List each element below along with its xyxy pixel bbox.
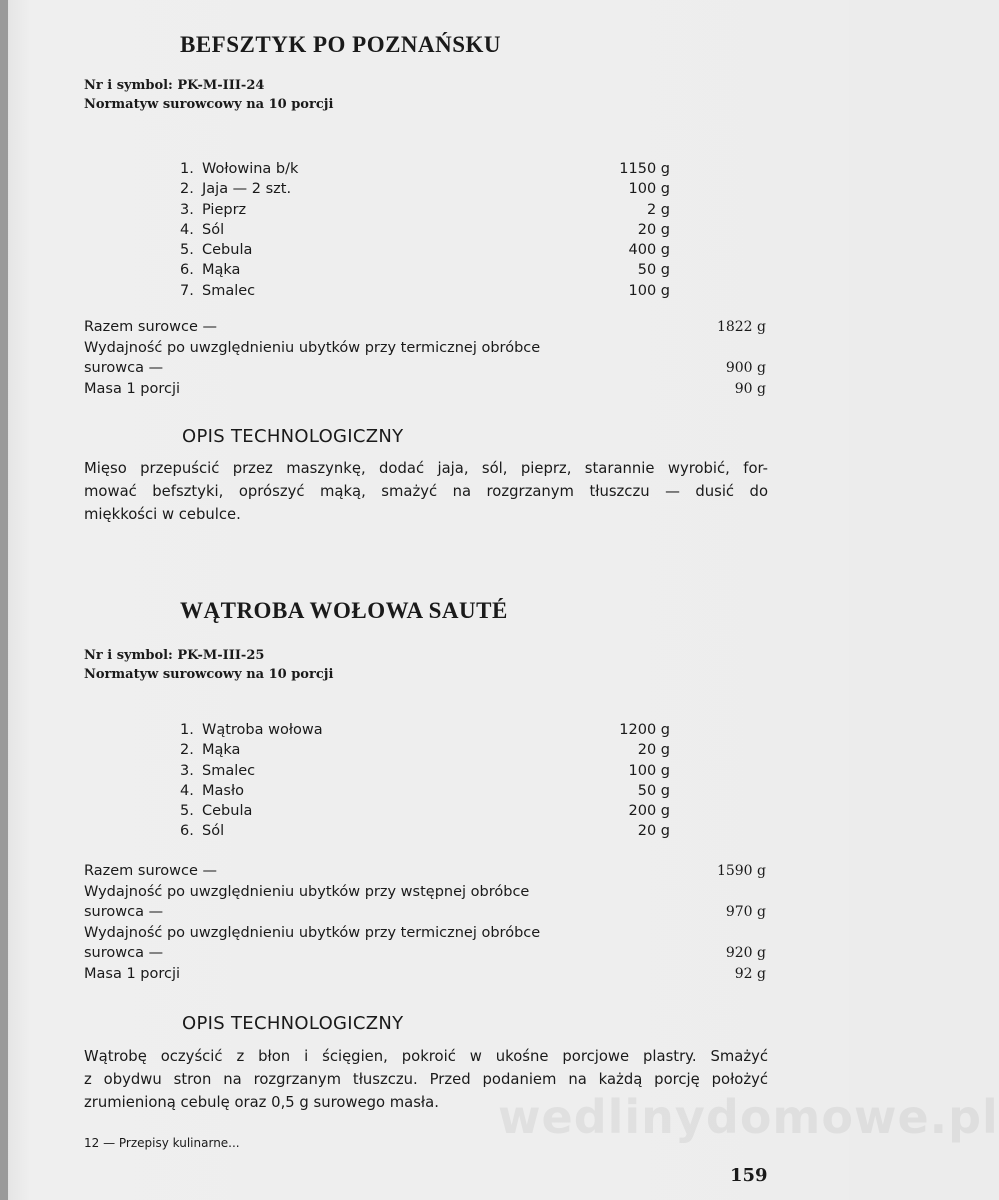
summary-value: 92 g (734, 965, 766, 982)
summary-value: 1822 g (716, 319, 766, 335)
footer-signature: 12 — Przepisy kulinarne... (84, 1136, 240, 1150)
ingredient-row (180, 179, 670, 199)
ingredient-name: Sól (202, 221, 225, 238)
summary-label: Razem surowce — (84, 863, 218, 879)
summary-row (84, 358, 766, 379)
summary-label: surowca — (84, 904, 164, 920)
recipe-1-meta (84, 76, 333, 114)
summary-value: 90 g (734, 380, 766, 397)
summary-label: Masa 1 porcji (84, 380, 181, 397)
summary-value: 920 g (725, 945, 766, 961)
ingredient-quantity: 200 g (628, 803, 670, 820)
ingredient-row (180, 761, 670, 781)
summary-value: 970 g (725, 904, 766, 920)
recipe-2-norm: Normatyw surowcowy na 10 porcji (84, 667, 334, 682)
page-binding-edge (0, 0, 8, 1200)
summary-row (84, 964, 766, 985)
ingredient-row (180, 821, 670, 841)
ingredient-number: 6. (180, 823, 194, 840)
summary-value: 900 g (725, 360, 766, 376)
summary-row (84, 338, 766, 359)
ingredient-row (180, 200, 670, 220)
ingredient-row (180, 720, 670, 740)
ingredient-name: Sól (202, 823, 225, 840)
recipe-1-ingredient-list (180, 159, 670, 301)
ingredient-name: Wołowina b/k (202, 161, 299, 177)
summary-row (84, 943, 766, 964)
summary-label: Wydajność po uwzględnieniu ubytków przy termicznej obróbce (84, 339, 541, 356)
ingredient-number: 6. (180, 262, 194, 279)
ingredient-number: 2. (180, 181, 194, 198)
ingredient-number: 1. (180, 722, 194, 738)
ingredient-name: Wątroba wołowa (202, 722, 323, 738)
recipe-1-title: BEFSZTYK PO POZNAŃSKU (180, 32, 502, 57)
recipe-1-summary (84, 317, 766, 399)
ingredient-quantity: 100 g (628, 762, 670, 779)
summary-label: Wydajność po uwzględnieniu ubytków przy termicznej obróbce (84, 924, 541, 941)
summary-row (84, 861, 766, 882)
ingredient-number: 4. (180, 782, 194, 799)
ingredient-number: 2. (180, 742, 194, 759)
ingredient-row (180, 281, 670, 301)
ingredient-quantity: 20 g (637, 221, 670, 238)
ingredient-name: Cebula (202, 803, 253, 820)
ingredient-quantity: 400 g (628, 242, 670, 259)
ingredient-row (180, 781, 670, 801)
ingredient-row (180, 740, 670, 760)
recipe-2-title: WĄTROBA WOŁOWA SAUTÉ (180, 598, 508, 623)
summary-label: Wydajność po uwzględnieniu ubytków przy wstępnej obróbce (84, 883, 530, 900)
ingredient-name: Mąka (202, 262, 241, 279)
description-line: mować befsztyki, oprószyć mąką, smażyć na rozgrzanym tłuszczu — dusić do (84, 483, 768, 500)
ingredient-number: 1. (180, 161, 194, 177)
description-line: zrumienioną cebulę oraz 0,5 g surowego masła. (84, 1094, 439, 1111)
summary-row (84, 379, 766, 400)
recipe-1-symbol: Nr i symbol: PK-M-III-24 (84, 78, 265, 93)
ingredient-quantity: 20 g (637, 823, 670, 840)
ingredient-number: 4. (180, 221, 194, 238)
description-line: z obydwu stron na rozgrzanym tłuszczu. Przed podaniem na każdą porcję położyć (84, 1071, 768, 1088)
summary-label: Razem surowce — (84, 319, 218, 335)
recipe-2-opis-heading: OPIS TECHNOLOGICZNY (182, 1013, 404, 1034)
ingredient-quantity: 50 g (637, 262, 670, 279)
summary-label: surowca — (84, 945, 164, 961)
recipe-2-ingredient-list (180, 720, 670, 842)
ingredient-name: Mąka (202, 742, 241, 759)
summary-row (84, 317, 766, 338)
ingredient-quantity: 1150 g (619, 161, 670, 177)
ingredient-row (180, 260, 670, 280)
ingredient-row (180, 240, 670, 260)
ingredient-number: 3. (180, 762, 194, 779)
ingredient-quantity: 2 g (646, 201, 670, 218)
recipe-1-opis-heading: OPIS TECHNOLOGICZNY (182, 426, 404, 447)
summary-label: Masa 1 porcji (84, 965, 181, 982)
description-line: Wątrobę oczyścić z błon i ścięgien, pokroić w ukośne porcjowe plastry. Smażyć (84, 1048, 768, 1065)
ingredient-row (180, 801, 670, 821)
page-number: 159 (730, 1165, 768, 1186)
ingredient-row (180, 159, 670, 179)
summary-row (84, 882, 766, 903)
recipe-2-summary (84, 861, 766, 984)
watermark: wedlinydomowe.pl (498, 1090, 999, 1144)
recipe-1-norm: Normatyw surowcowy na 10 porcji (84, 97, 334, 112)
description-line: Mięso przepuścić przez maszynkę, dodać jaja, sól, pieprz, starannie wyrobić, for- (84, 460, 768, 477)
summary-label: surowca — (84, 360, 164, 376)
recipe-2-meta (84, 646, 333, 684)
summary-row (84, 902, 766, 923)
ingredient-name: Jaja — 2 szt. (202, 181, 292, 198)
recipe-1-description (84, 457, 768, 526)
ingredient-name: Cebula (202, 242, 253, 259)
ingredient-name: Smalec (202, 762, 256, 779)
ingredient-quantity: 20 g (637, 742, 670, 759)
summary-row (84, 923, 766, 944)
ingredient-number: 7. (180, 282, 194, 299)
ingredient-row (180, 220, 670, 240)
ingredient-quantity: 100 g (628, 181, 670, 198)
ingredient-number: 5. (180, 242, 194, 259)
ingredient-quantity: 50 g (637, 782, 670, 799)
ingredient-name: Masło (202, 782, 244, 799)
recipe-2-symbol: Nr i symbol: PK-M-III-25 (84, 648, 265, 663)
ingredient-quantity: 1200 g (619, 722, 670, 738)
ingredient-number: 5. (180, 803, 194, 820)
ingredient-number: 3. (180, 201, 194, 218)
description-line: miękkości w cebulce. (84, 506, 241, 523)
summary-value: 1590 g (716, 863, 766, 879)
ingredient-name: Pieprz (202, 201, 247, 218)
ingredient-name: Smalec (202, 282, 256, 299)
ingredient-quantity: 100 g (628, 282, 670, 299)
